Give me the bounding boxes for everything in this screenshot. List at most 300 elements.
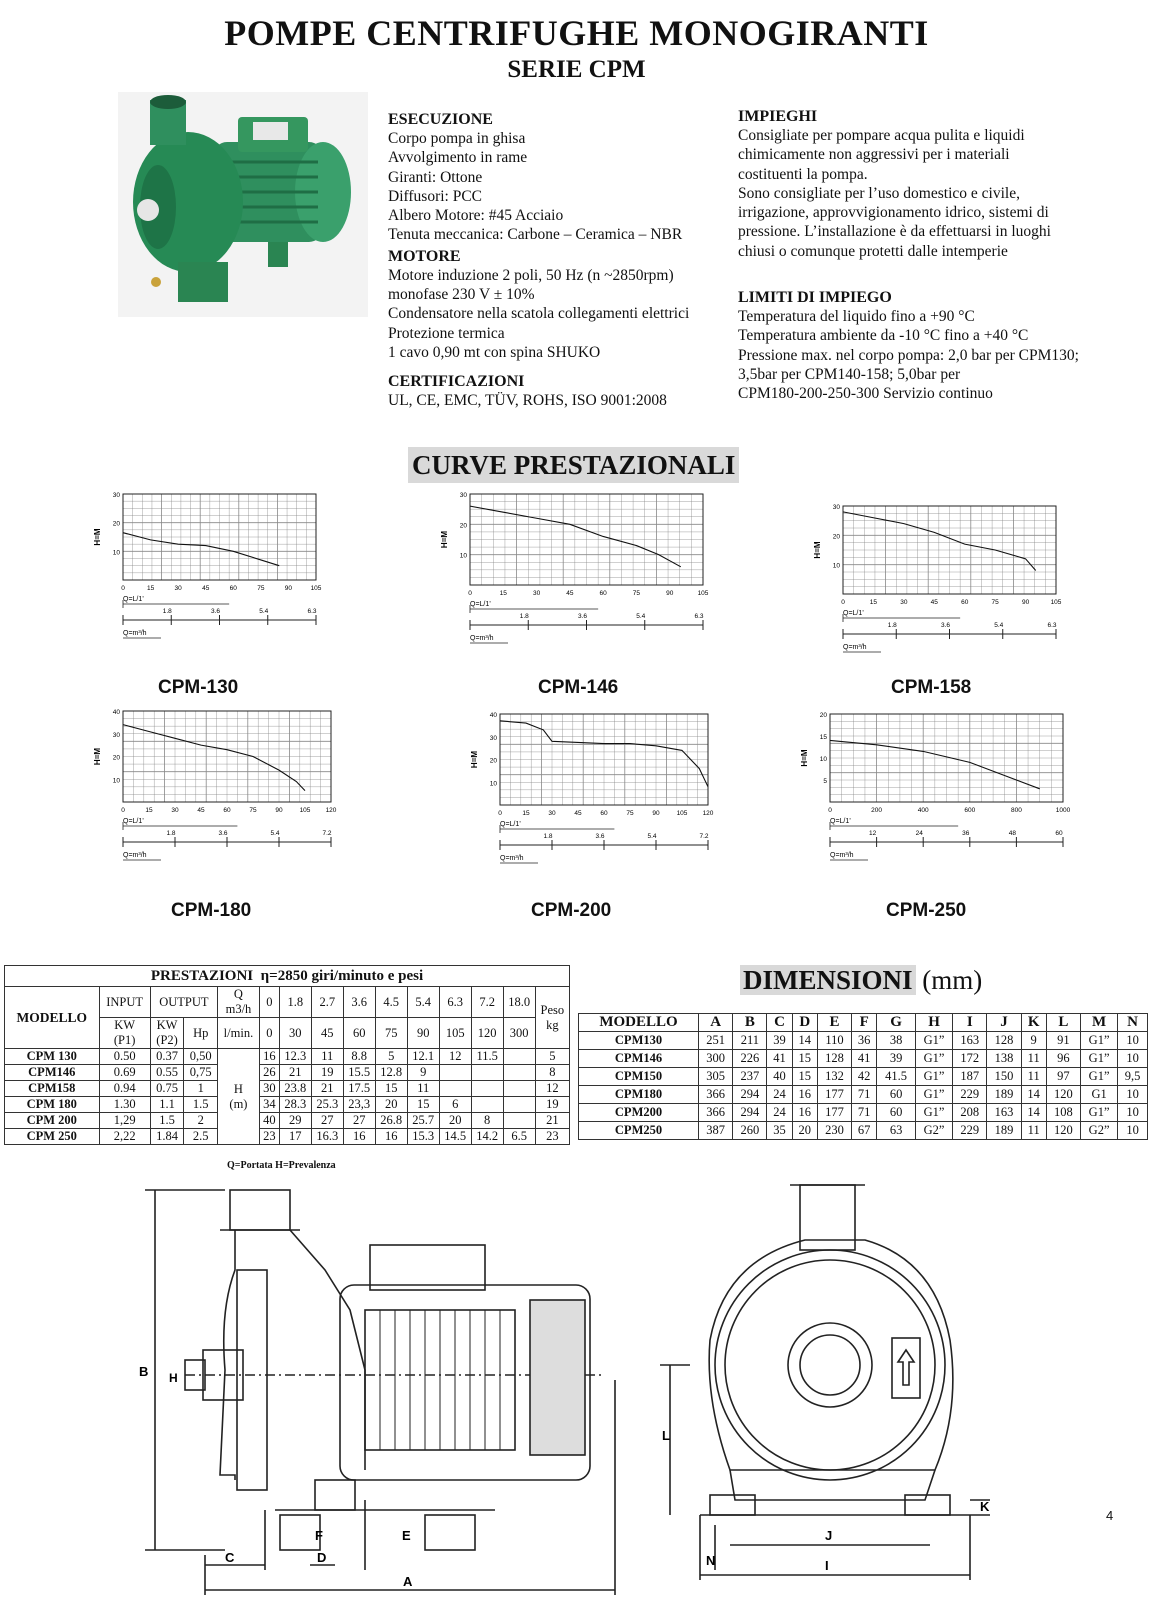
label-c: C bbox=[225, 1550, 235, 1565]
q-m3h: 0 bbox=[259, 987, 279, 1018]
table-cell: 387 bbox=[699, 1122, 733, 1140]
table-cell: 24 bbox=[767, 1086, 792, 1104]
table-cell: 8.8 bbox=[343, 1049, 375, 1065]
table-cell: 19 bbox=[535, 1097, 569, 1113]
table-cell: 189 bbox=[987, 1086, 1021, 1104]
table-cell: 21 bbox=[279, 1065, 311, 1081]
table-cell: 16 bbox=[375, 1129, 407, 1145]
chart-grid bbox=[500, 714, 708, 805]
x-tick-label: 60 bbox=[599, 590, 607, 597]
table-cell: 6.5 bbox=[503, 1129, 535, 1145]
table-cell: 0.37 bbox=[150, 1049, 184, 1065]
table-cell: 294 bbox=[733, 1086, 767, 1104]
th-m3h: m3/h bbox=[225, 1002, 252, 1016]
x2-tick-label: 5.4 bbox=[259, 608, 269, 615]
chart-grid bbox=[843, 506, 1056, 594]
table-cell: 132 bbox=[817, 1068, 851, 1086]
q-m3h: 3.6 bbox=[343, 987, 375, 1018]
table-cell: 12 bbox=[439, 1049, 471, 1065]
table-row bbox=[5, 1129, 570, 1145]
label-d: D bbox=[317, 1550, 327, 1565]
table-row bbox=[5, 1049, 570, 1065]
y-tick-label: 30 bbox=[459, 492, 467, 499]
q-lmin: 105 bbox=[439, 1018, 471, 1049]
y-tick-label: 15 bbox=[819, 734, 827, 741]
table-cell: CPM150 bbox=[579, 1068, 699, 1086]
table-cell: 11 bbox=[1021, 1068, 1046, 1086]
table-row bbox=[5, 1065, 570, 1081]
certificazioni-heading: CERTIFICAZIONI bbox=[388, 373, 525, 391]
x-tick-label: 90 bbox=[652, 810, 660, 817]
motore-line: Motore induzione 2 poli, 50 Hz (n ~2850rpm) bbox=[388, 266, 674, 284]
x-tick-label: 90 bbox=[1021, 599, 1030, 606]
th-output: OUTPUT bbox=[150, 987, 217, 1018]
q-m3h: 6.3 bbox=[439, 987, 471, 1018]
table-cell: 15 bbox=[407, 1097, 439, 1113]
q-m3h: 7.2 bbox=[471, 987, 503, 1018]
table-cell: 41 bbox=[767, 1050, 792, 1068]
q-m3h: 4.5 bbox=[375, 987, 407, 1018]
y-tick-label: 20 bbox=[489, 757, 497, 765]
table-cell: 11 bbox=[1021, 1050, 1046, 1068]
dim-header: E bbox=[817, 1014, 851, 1032]
table-cell: CPM 180 bbox=[5, 1097, 100, 1113]
table-cell: CPM 200 bbox=[5, 1113, 100, 1129]
table-cell: 11 bbox=[1021, 1122, 1046, 1140]
table-cell: 21 bbox=[311, 1081, 343, 1097]
q-m3h: 18.0 bbox=[503, 987, 535, 1018]
table-cell: 16.3 bbox=[311, 1129, 343, 1145]
q-lmin: 0 bbox=[259, 1018, 279, 1049]
th-kw1: KW bbox=[114, 1018, 136, 1032]
h-unit-m: (m) bbox=[229, 1096, 248, 1111]
table-cell: 2,22 bbox=[99, 1129, 150, 1145]
table-cell: 16 bbox=[259, 1049, 279, 1065]
x2-tick-label: 48 bbox=[1008, 830, 1017, 837]
chart-grid bbox=[830, 714, 1063, 802]
table-cell: 1.84 bbox=[150, 1129, 184, 1145]
table-cell: 208 bbox=[953, 1104, 987, 1122]
table-cell: 172 bbox=[953, 1050, 987, 1068]
limiti-line: CPM180-200-250-300 Servizio continuo bbox=[738, 385, 993, 403]
dimensioni-table bbox=[578, 1013, 1148, 1140]
table-cell: G1” bbox=[1080, 1032, 1117, 1050]
esecuzione-line: Corpo pompa in ghisa bbox=[388, 130, 526, 147]
x2-axis-label: Q=m³/h bbox=[123, 630, 147, 637]
table-cell: 12 bbox=[535, 1081, 569, 1097]
table-cell: 229 bbox=[953, 1122, 987, 1140]
impieghi-line: chiusi o comunque protetti dalle intemperie bbox=[738, 242, 1008, 260]
table-cell: 226 bbox=[733, 1050, 767, 1068]
pump-photo bbox=[118, 92, 368, 317]
y-tick-label: 20 bbox=[459, 522, 467, 530]
x2-axis-label: Q=m³/h bbox=[470, 635, 494, 642]
x-tick-label: 90 bbox=[275, 807, 283, 814]
table-cell: 128 bbox=[817, 1050, 851, 1068]
table-cell: 110 bbox=[817, 1032, 851, 1050]
table-cell: 23,3 bbox=[343, 1097, 375, 1113]
x-tick-label: 60 bbox=[961, 599, 969, 606]
table-cell: 16 bbox=[792, 1086, 817, 1104]
table-cell: 300 bbox=[699, 1050, 733, 1068]
motore-heading: MOTORE bbox=[388, 247, 461, 265]
dimensioni-title: DIMENSIONI bbox=[740, 965, 916, 995]
table-cell: 15 bbox=[792, 1050, 817, 1068]
th-kw2: KW bbox=[156, 1018, 178, 1032]
table-row bbox=[5, 1113, 570, 1129]
table-cell: CPM 250 bbox=[5, 1129, 100, 1145]
table-cell: 9 bbox=[407, 1065, 439, 1081]
table-cell: 12.8 bbox=[375, 1065, 407, 1081]
table-cell: 1.1 bbox=[150, 1097, 184, 1113]
x2-tick-label: 24 bbox=[915, 830, 923, 837]
dimensioni-unit: (mm) bbox=[915, 965, 983, 995]
table-cell: G1” bbox=[915, 1068, 952, 1086]
chart-caption: CPM-130 bbox=[158, 677, 239, 698]
chart-caption: CPM-158 bbox=[891, 677, 972, 698]
x-axis-label: Q=L/1’ bbox=[123, 818, 144, 825]
chart-grid bbox=[123, 711, 331, 802]
x-tick-label: 120 bbox=[325, 807, 337, 814]
table-cell: 1.30 bbox=[99, 1097, 150, 1113]
x-axis-label: Q=L/1’ bbox=[123, 596, 144, 603]
impieghi-line: irrigazione, approvvigionamento idrico, sistemi di bbox=[738, 204, 1049, 222]
x-tick-label: 30 bbox=[548, 810, 556, 817]
dim-header: H bbox=[915, 1014, 952, 1032]
x-tick-label: 105 bbox=[697, 590, 709, 597]
table-cell: 11.5 bbox=[471, 1049, 503, 1065]
th-hp: Hp bbox=[184, 1018, 218, 1049]
label-a: A bbox=[403, 1574, 413, 1589]
table-cell: 163 bbox=[987, 1104, 1021, 1122]
x-tick-label: 15 bbox=[145, 807, 153, 814]
dim-header: J bbox=[987, 1014, 1021, 1032]
table-cell: 0.69 bbox=[99, 1065, 150, 1081]
esecuzione-line: Tenuta meccanica: Carbone – Ceramica – NBR bbox=[388, 226, 683, 244]
table-cell: 41 bbox=[852, 1050, 877, 1068]
table-cell: 5 bbox=[375, 1049, 407, 1065]
x2-tick-label: 3.6 bbox=[940, 622, 951, 629]
table-row bbox=[579, 1122, 1148, 1140]
table-row bbox=[579, 1068, 1148, 1086]
table-cell bbox=[439, 1065, 471, 1081]
table-cell: 14.2 bbox=[471, 1129, 503, 1145]
table-cell: 39 bbox=[877, 1050, 916, 1068]
esecuzione-heading: ESECUZIONE bbox=[388, 111, 493, 128]
y-tick-label: 20 bbox=[819, 712, 827, 719]
x-tick-label: 30 bbox=[174, 585, 182, 592]
th-input: INPUT bbox=[99, 987, 150, 1018]
x-tick-label: 45 bbox=[202, 585, 210, 592]
q-lmin: 30 bbox=[279, 1018, 311, 1049]
th-peso: Peso bbox=[540, 1002, 565, 1017]
x2-tick-label: 1.8 bbox=[162, 608, 172, 615]
y-tick-label: 20 bbox=[832, 533, 840, 541]
table-cell: 15.3 bbox=[407, 1129, 439, 1145]
table-cell: 211 bbox=[733, 1032, 767, 1050]
performance-curve bbox=[123, 533, 279, 566]
chart-cpm-146 bbox=[435, 488, 725, 663]
th-lmin: l/min. bbox=[218, 1018, 260, 1049]
dim-header: F bbox=[852, 1014, 877, 1032]
table-cell: 9,5 bbox=[1118, 1068, 1148, 1086]
table-cell: 163 bbox=[953, 1032, 987, 1050]
table-cell: 5 bbox=[535, 1049, 569, 1065]
x-tick-label: 60 bbox=[600, 810, 608, 817]
dimensioni-heading bbox=[740, 965, 982, 996]
motore-line: Condensatore nella scatola collegamenti elettrici bbox=[388, 305, 690, 323]
table-cell bbox=[503, 1049, 535, 1065]
x2-tick-label: 1.8 bbox=[519, 613, 529, 620]
certificazioni-text: UL, CE, EMC, TÜV, ROHS, ISO 9001:2008 bbox=[388, 392, 667, 410]
table-cell: 71 bbox=[852, 1104, 877, 1122]
table-cell: G1” bbox=[1080, 1104, 1117, 1122]
table-cell: 20 bbox=[375, 1097, 407, 1113]
table-cell: 60 bbox=[877, 1086, 916, 1104]
limiti-line: Temperatura del liquido fino a +90 °C bbox=[738, 308, 975, 326]
curves-heading: CURVE PRESTAZIONALI bbox=[408, 447, 739, 483]
y-tick-label: 20 bbox=[112, 520, 120, 528]
prestazioni-table bbox=[4, 965, 570, 1145]
x-tick-label: 0 bbox=[828, 807, 832, 814]
label-h: H bbox=[169, 1371, 178, 1385]
front-view-drawing bbox=[662, 1170, 1050, 1595]
y-tick-label: 40 bbox=[489, 712, 497, 719]
q-lmin: 60 bbox=[343, 1018, 375, 1049]
table-cell: G1 bbox=[1080, 1086, 1117, 1104]
table-cell: 28.3 bbox=[279, 1097, 311, 1113]
label-j: J bbox=[825, 1528, 833, 1543]
x-tick-label: 45 bbox=[930, 599, 938, 606]
table-cell: 366 bbox=[699, 1086, 733, 1104]
table-cell: 108 bbox=[1046, 1104, 1080, 1122]
chart-cpm-200 bbox=[465, 708, 730, 883]
table-cell: CPM250 bbox=[579, 1122, 699, 1140]
table-cell: CPM180 bbox=[579, 1086, 699, 1104]
table-cell: 177 bbox=[817, 1086, 851, 1104]
table-cell: 0.75 bbox=[150, 1081, 184, 1097]
x-tick-label: 105 bbox=[299, 807, 311, 814]
th-p2: (P2) bbox=[156, 1033, 178, 1047]
x2-tick-label: 5.4 bbox=[994, 622, 1004, 629]
table-cell: CPM200 bbox=[579, 1104, 699, 1122]
table-row bbox=[5, 1097, 570, 1113]
table-cell bbox=[503, 1097, 535, 1113]
chart-cpm-158 bbox=[808, 500, 1078, 670]
y-tick-label: 10 bbox=[459, 552, 467, 560]
limiti-line: 3,5bar per CPM140-158; 5,0bar per bbox=[738, 365, 961, 383]
esecuzione-line: Avvolgimento in rame bbox=[388, 149, 528, 167]
table-cell: 10 bbox=[1118, 1050, 1148, 1068]
table-cell: 237 bbox=[733, 1068, 767, 1086]
dim-header: B bbox=[733, 1014, 767, 1032]
table-cell: 34 bbox=[259, 1097, 279, 1113]
table-cell: 25.7 bbox=[407, 1113, 439, 1129]
x-axis-label: Q=L/1’ bbox=[843, 610, 864, 617]
x2-tick-label: 7.2 bbox=[699, 833, 709, 840]
h-unit: H bbox=[233, 1081, 243, 1096]
motore-line: 1 cavo 0,90 mt con spina SHUKO bbox=[388, 343, 601, 361]
limiti-line: Pressione max. nel corpo pompa: 2,0 bar per CPM130; bbox=[738, 346, 1079, 364]
dim-header: MODELLO bbox=[579, 1014, 699, 1032]
table-cell: 16 bbox=[792, 1104, 817, 1122]
table-cell: 128 bbox=[987, 1032, 1021, 1050]
dim-header: G bbox=[877, 1014, 916, 1032]
y-axis-label: H=M bbox=[93, 747, 102, 766]
table-cell: 11 bbox=[407, 1081, 439, 1097]
x-tick-label: 105 bbox=[676, 810, 688, 817]
y-axis-label: H=M bbox=[813, 541, 822, 559]
table-cell bbox=[439, 1081, 471, 1097]
y-axis-label: H=M bbox=[800, 749, 809, 767]
table-cell: 260 bbox=[733, 1122, 767, 1140]
table-cell: 0.50 bbox=[99, 1049, 150, 1065]
prestazioni-eta: η=2850 giri/minuto e pesi bbox=[260, 968, 424, 984]
x-tick-label: 0 bbox=[498, 810, 502, 817]
label-f: F bbox=[315, 1528, 323, 1543]
table-cell: 96 bbox=[1046, 1050, 1080, 1068]
table-cell: 10 bbox=[1118, 1086, 1148, 1104]
x-axis-label: Q=L/1’ bbox=[470, 601, 491, 608]
y-tick-label: 10 bbox=[112, 777, 120, 785]
x-tick-label: 75 bbox=[249, 807, 257, 814]
x-tick-label: 75 bbox=[632, 590, 641, 597]
chart-cpm-250 bbox=[795, 708, 1085, 878]
table-cell: 1.5 bbox=[184, 1097, 218, 1113]
table-cell: CPM146 bbox=[579, 1050, 699, 1068]
y-tick-label: 30 bbox=[489, 734, 497, 742]
table-cell: 17 bbox=[279, 1129, 311, 1145]
table-cell: 251 bbox=[699, 1032, 733, 1050]
table-cell: 21 bbox=[535, 1113, 569, 1129]
x2-tick-label: 7.2 bbox=[322, 830, 332, 837]
chart-caption: CPM-146 bbox=[538, 677, 619, 698]
x-axis-label: Q=L/1’ bbox=[830, 818, 851, 825]
table-cell: 38 bbox=[877, 1032, 916, 1050]
x-tick-label: 60 bbox=[229, 585, 237, 592]
x-tick-label: 0 bbox=[121, 585, 125, 592]
table-cell: 120 bbox=[1046, 1086, 1080, 1104]
table-cell: G1” bbox=[915, 1032, 952, 1050]
table-cell: CPM146 bbox=[5, 1065, 100, 1081]
table-cell: G1” bbox=[915, 1104, 952, 1122]
table-row bbox=[579, 1032, 1148, 1050]
table-cell: 23.8 bbox=[279, 1081, 311, 1097]
table-cell: 63 bbox=[877, 1122, 916, 1140]
table-cell: G2” bbox=[1080, 1122, 1117, 1140]
chart-grid bbox=[470, 494, 703, 585]
dim-header: D bbox=[792, 1014, 817, 1032]
x-tick-label: 15 bbox=[499, 590, 507, 597]
impieghi-line: Sono consigliate per l’uso domestico e civile, bbox=[738, 184, 1020, 202]
table-cell: 10 bbox=[1118, 1122, 1148, 1140]
table-cell: 41.5 bbox=[877, 1068, 916, 1086]
page-subtitle: SERIE CPM bbox=[507, 56, 646, 83]
table-cell: 60 bbox=[877, 1104, 916, 1122]
x2-tick-label: 1.8 bbox=[166, 830, 176, 837]
table-cell: 120 bbox=[1046, 1122, 1080, 1140]
q-lmin: 75 bbox=[375, 1018, 407, 1049]
impieghi-line: Consigliate per pompare acqua pulita e liquidi bbox=[738, 127, 1025, 144]
table-cell: 24 bbox=[767, 1104, 792, 1122]
label-k: K bbox=[980, 1499, 990, 1514]
table-cell: 2.5 bbox=[184, 1129, 218, 1145]
table-cell: 23 bbox=[535, 1129, 569, 1145]
h-unit-cell bbox=[218, 1049, 260, 1145]
table-note: Q=Portata H=Prevalenza bbox=[227, 1160, 336, 1171]
table-cell: 16 bbox=[343, 1129, 375, 1145]
dim-header: L bbox=[1046, 1014, 1080, 1032]
x2-tick-label: 60 bbox=[1055, 830, 1063, 837]
table-cell bbox=[471, 1065, 503, 1081]
table-cell: 0,75 bbox=[184, 1065, 218, 1081]
table-cell: 1 bbox=[184, 1081, 218, 1097]
x-tick-label: 45 bbox=[197, 807, 205, 814]
impieghi-heading: IMPIEGHI bbox=[738, 108, 818, 125]
x-tick-label: 75 bbox=[991, 599, 999, 606]
label-n: N bbox=[706, 1553, 716, 1568]
q-lmin: 120 bbox=[471, 1018, 503, 1049]
table-cell bbox=[471, 1097, 503, 1113]
chart-caption: CPM-250 bbox=[886, 900, 967, 921]
limiti-line: Temperatura ambiente da -10 °C fino a +40 °C bbox=[738, 327, 1029, 345]
table-cell: 0.94 bbox=[99, 1081, 150, 1097]
x2-tick-label: 36 bbox=[962, 830, 970, 837]
table-cell: 40 bbox=[259, 1113, 279, 1129]
x-tick-label: 1000 bbox=[1055, 807, 1071, 814]
table-cell: 91 bbox=[1046, 1032, 1080, 1050]
table-cell: 189 bbox=[987, 1122, 1021, 1140]
x-tick-label: 30 bbox=[900, 599, 908, 606]
x2-axis-label: Q=m³/h bbox=[500, 855, 524, 862]
x-tick-label: 30 bbox=[532, 590, 541, 597]
x2-tick-label: 6.3 bbox=[307, 608, 317, 615]
side-section-drawing bbox=[125, 1170, 640, 1600]
page-number: 4 bbox=[1106, 1508, 1114, 1523]
x-tick-label: 120 bbox=[702, 810, 714, 817]
q-m3h: 2.7 bbox=[311, 987, 343, 1018]
table-cell: 20 bbox=[439, 1113, 471, 1129]
x2-axis-label: Q=m³/h bbox=[830, 852, 854, 859]
y-tick-label: 10 bbox=[819, 756, 827, 763]
table-cell: G1” bbox=[915, 1050, 952, 1068]
table-cell: 12.1 bbox=[407, 1049, 439, 1065]
table-cell: 0.55 bbox=[150, 1065, 184, 1081]
x-tick-label: 400 bbox=[917, 807, 929, 814]
table-cell: 0,50 bbox=[184, 1049, 218, 1065]
esecuzione-line: Giranti: Ottone bbox=[388, 168, 483, 186]
q-lmin: 90 bbox=[407, 1018, 439, 1049]
th-modello: MODELLO bbox=[5, 987, 100, 1049]
table-cell: 14 bbox=[792, 1032, 817, 1050]
x2-tick-label: 6.3 bbox=[1047, 622, 1057, 629]
th-kg: kg bbox=[546, 1017, 559, 1032]
motore-line: monofase 230 V ± 10% bbox=[388, 286, 535, 304]
x2-tick-label: 5.4 bbox=[270, 830, 280, 837]
table-row bbox=[579, 1050, 1148, 1068]
table-cell bbox=[503, 1113, 535, 1129]
x-tick-label: 105 bbox=[310, 585, 322, 592]
limiti-heading: LIMITI DI IMPIEGO bbox=[738, 289, 892, 307]
th-p1: (P1) bbox=[113, 1033, 136, 1047]
table-cell: 39 bbox=[767, 1032, 792, 1050]
y-axis-label: H=M bbox=[440, 530, 449, 549]
table-cell: G2” bbox=[915, 1122, 952, 1140]
x2-tick-label: 5.4 bbox=[647, 833, 657, 840]
table-cell: 27 bbox=[343, 1113, 375, 1129]
x2-tick-label: 12 bbox=[868, 830, 877, 837]
table-cell: 29 bbox=[279, 1113, 311, 1129]
